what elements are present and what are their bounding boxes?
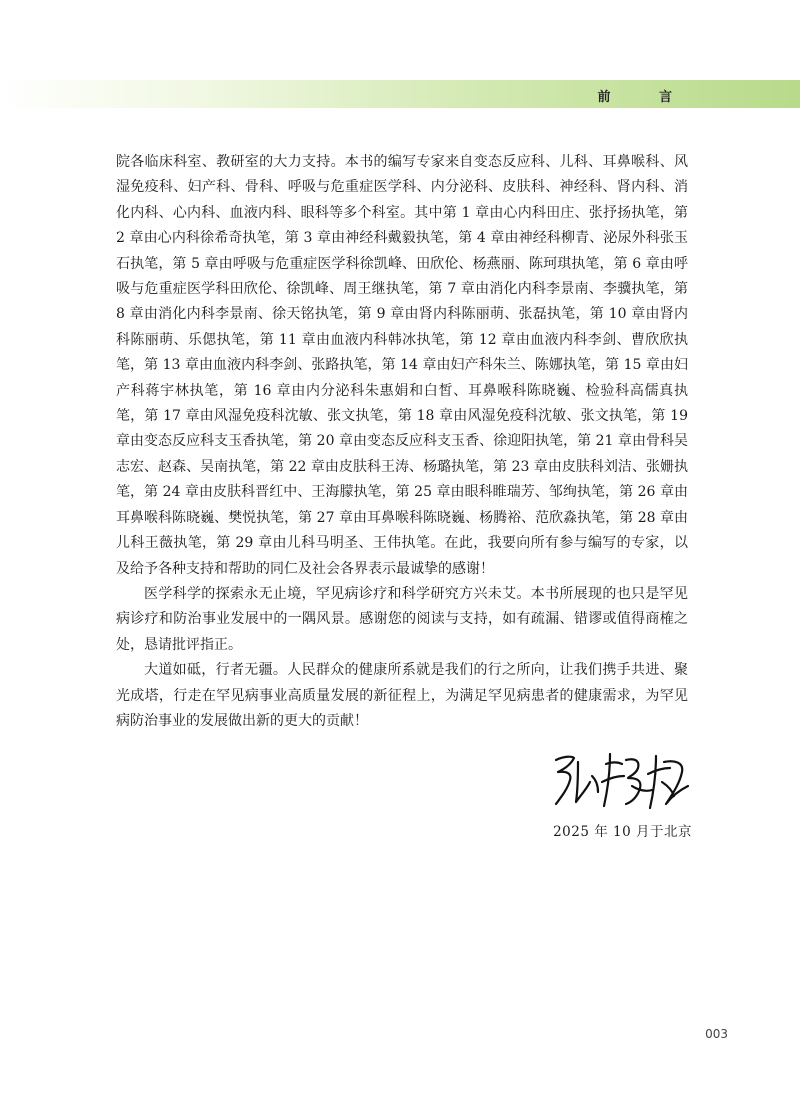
preface-body xyxy=(116,150,688,734)
signoff-date-place: 2025 年 10 月于北京 xyxy=(553,824,692,840)
handwritten-signature xyxy=(548,746,693,818)
section-title: 前 言 xyxy=(597,90,694,105)
paragraph-exploration: 医学科学的探索永无止境，罕见病诊疗和科学研究方兴未艾。本书所展现的也只是罕见病诊疗和防治事业发展中的一隅风景。感谢您的阅读与支持，如有疏漏、错谬或值得商榷之处，恳请批评指正。 xyxy=(116,585,688,653)
paragraph-contributors: 院各临床科室、教研室的大力支持。本书的编写专家来自变态反应科、儿科、耳鼻喉科、风湿免疫科、妇产科、骨科、呼吸与危重症医学科、内分泌科、皮肤科、神经科、肾内科、消化内科、心内科、血液内科、眼科等多个科室。其中第 1 章由心内科田庄、张抒扬执笔，第 2 章由心内科徐希奇执笔，第 3 章由神经科戴毅执笔，第 4 章由神经科柳青、泌尿外科张玉石执笔，第 5 章由呼吸与危重症医学科徐凯峰、田欣伦、杨燕丽、陈珂琪执笔，第 6 章由呼吸与危重症医学科田欣伦、徐凯峰、周王继执笔，第 7 章由消化内科李景南、李骥执笔，第 8 章由消化内科李景南、徐天铭执笔，第 9 章由肾内科陈丽萌、张磊执笔，第 10 章由肾内科陈丽萌、乐偲执笔，第 11 章由血液内科韩冰执笔，第 12 章由血液内科李剑、曹欣欣执笔，第 13 章由血液内科李剑、张路执笔，第 14 章由妇产科朱兰、陈娜执笔，第 15 章由妇产科蒋宇林执笔，第 16 章由内分泌科朱惠娟和白皙、耳鼻喉科陈晓巍、检验科高儒真执笔，第 17 章由风湿免疫科沈敏、张文执笔，第 18 章由风湿免疫科沈敏、张文执笔，第 19 章由变态反应科支玉香执笔，第 20 章由变态反应科支玉香、徐迎阳执笔，第 21 章由骨科吴志宏、赵森、吴南执笔，第 22 章由皮肤科王涛、杨璐执笔，第 23 章由皮肤科刘洁、张姗执笔，第 24 章由皮肤科晋红中、王海朦执笔，第 25 章由眼科睢瑞芳、邹绚执笔，第 26 章由耳鼻喉科陈晓巍、樊悦执笔，第 27 章由耳鼻喉科陈晓巍、杨腾裕、范欣淼执笔，第 28 章由儿科王薇执笔，第 29 章由儿科马明圣、王伟执笔。在此，我要向所有参与编写的专家，以及给予各种支持和帮助的同仁及社会各界表示最诚挚的感谢！ xyxy=(116,154,688,577)
page-number: 003 xyxy=(705,1027,728,1041)
paragraph-closing: 大道如砥，行者无疆。人民群众的健康所系就是我们的行之所向，让我们携手共进、聚光成塔，行走在罕见病事业高质量发展的新征程上，为满足罕见病患者的健康需求，为罕见病防治事业的发展做出新的更大的贡献！ xyxy=(116,662,688,729)
